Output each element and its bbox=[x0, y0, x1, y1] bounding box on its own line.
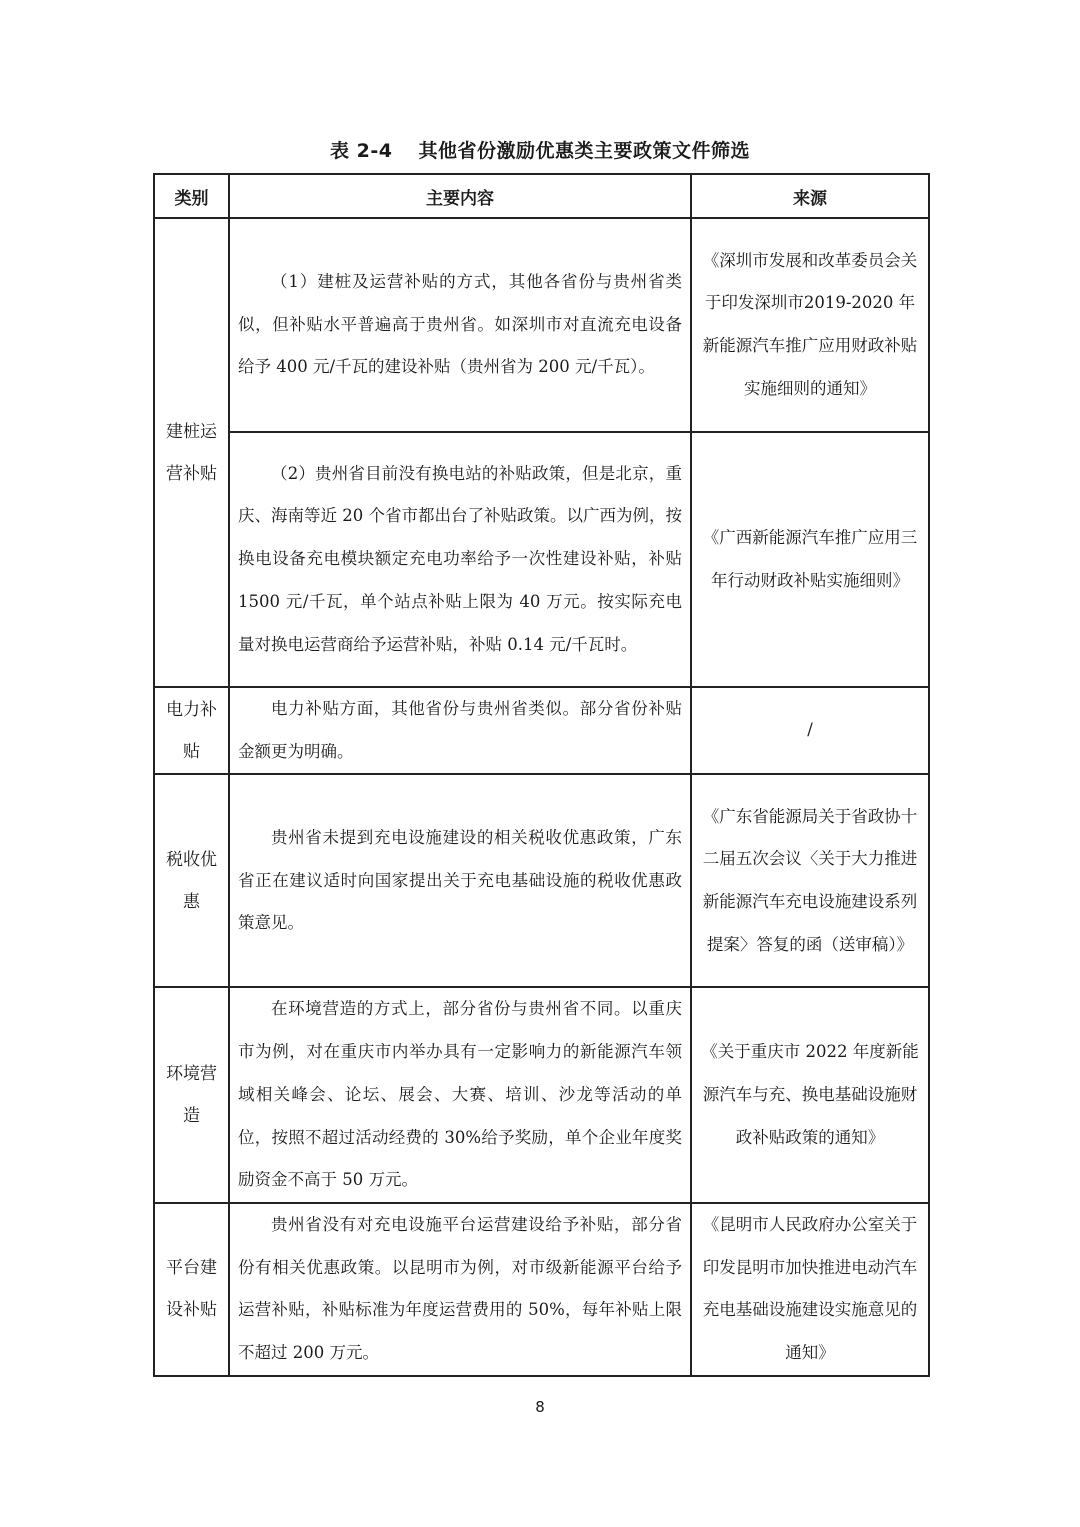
source-cell: 《昆明市人民政府办公室关于印发昆明市加快推进电动汽车充电基础设施建设实施意见的通知》 bbox=[691, 1203, 929, 1376]
header-category: 类别 bbox=[154, 174, 229, 218]
category-cell: 税收优惠 bbox=[154, 774, 229, 987]
content-text: 电力补贴方面，其他省份与贵州省类似。部分省份补贴金额更为明确。 bbox=[238, 699, 682, 761]
content-cell bbox=[229, 432, 691, 687]
table-row bbox=[154, 432, 929, 687]
source-cell: / bbox=[691, 687, 929, 774]
header-content: 主要内容 bbox=[229, 174, 691, 218]
content-text: 贵州省没有对充电设施平台运营建设给予补贴，部分省份有相关优惠政策。以昆明市为例，对市级新能源平台给予运营补贴，补贴标准为年度运营费用的 50%，每年补贴上限不超过 200 万元。 bbox=[238, 1214, 682, 1363]
table-row bbox=[154, 1203, 929, 1376]
category-cell: 环境营造 bbox=[154, 987, 229, 1203]
source-cell: 《广西新能源汽车推广应用三年行动财政补贴实施细则》 bbox=[691, 432, 929, 687]
category-cell: 平台建设补贴 bbox=[154, 1203, 229, 1376]
table-row bbox=[154, 774, 929, 987]
table-row bbox=[154, 687, 929, 774]
category-cell: 建桩运营补贴 bbox=[154, 218, 229, 687]
table-caption-text: 其他省份激励优惠类主要政策文件筛选 bbox=[418, 140, 750, 162]
table-row bbox=[154, 987, 929, 1203]
content-cell bbox=[229, 218, 691, 432]
content-text: （1）建桩及运营补贴的方式，其他各省份与贵州省类似，但补贴水平普遍高于贵州省。如深圳市对直流充电设备给予 400 元/千瓦的建设补贴（贵州省为 200 元/千瓦）。 bbox=[238, 271, 682, 377]
table-header-row bbox=[154, 174, 929, 218]
content-cell bbox=[229, 987, 691, 1203]
source-cell: 《深圳市发展和改革委员会关于印发深圳市2019-2020 年新能源汽车推广应用财政补贴实施细则的通知》 bbox=[691, 218, 929, 432]
policy-table bbox=[153, 173, 930, 1377]
category-cell: 电力补贴 bbox=[154, 687, 229, 774]
content-cell bbox=[229, 1203, 691, 1376]
source-cell: 《广东省能源局关于省政协十二届五次会议〈关于大力推进新能源汽车充电设施建设系列提案〉答复的函（送审稿）》 bbox=[691, 774, 929, 987]
table-row bbox=[154, 218, 929, 432]
content-text: 贵州省未提到充电设施建设的相关税收优惠政策，广东省正在建议适时向国家提出关于充电基础设施的税收优惠政策意见。 bbox=[238, 827, 682, 933]
page-number: 8 bbox=[535, 1398, 545, 1416]
content-text: （2）贵州省目前没有换电站的补贴政策，但是北京，重庆、海南等近 20 个省市都出台了补贴政策。以广西为例，按换电设备充电模块额定充电功率给予一次性建设补贴，补贴 1500 元/千瓦，单个站点补贴上限为 40 万元。按实际充电量对换电运营商给予运营补贴，补贴 0.14 元/千瓦时。 bbox=[238, 463, 682, 654]
content-text: 在环境营造的方式上，部分省份与贵州省不同。以重庆市为例，对在重庆市内举办具有一定影响力的新能源汽车领域相关峰会、论坛、展会、大赛、培训、沙龙等活动的单位，按照不超过活动经费的 30%给予奖励，单个企业年度奖励资金不高于 50 万元。 bbox=[238, 999, 682, 1190]
header-source: 来源 bbox=[691, 174, 929, 218]
table-caption-number: 表 2-4 bbox=[330, 140, 393, 162]
content-cell bbox=[229, 687, 691, 774]
source-cell: 《关于重庆市 2022 年度新能源汽车与充、换电基础设施财政补贴政策的通知》 bbox=[691, 987, 929, 1203]
content-cell bbox=[229, 774, 691, 987]
table-caption bbox=[0, 136, 1080, 163]
